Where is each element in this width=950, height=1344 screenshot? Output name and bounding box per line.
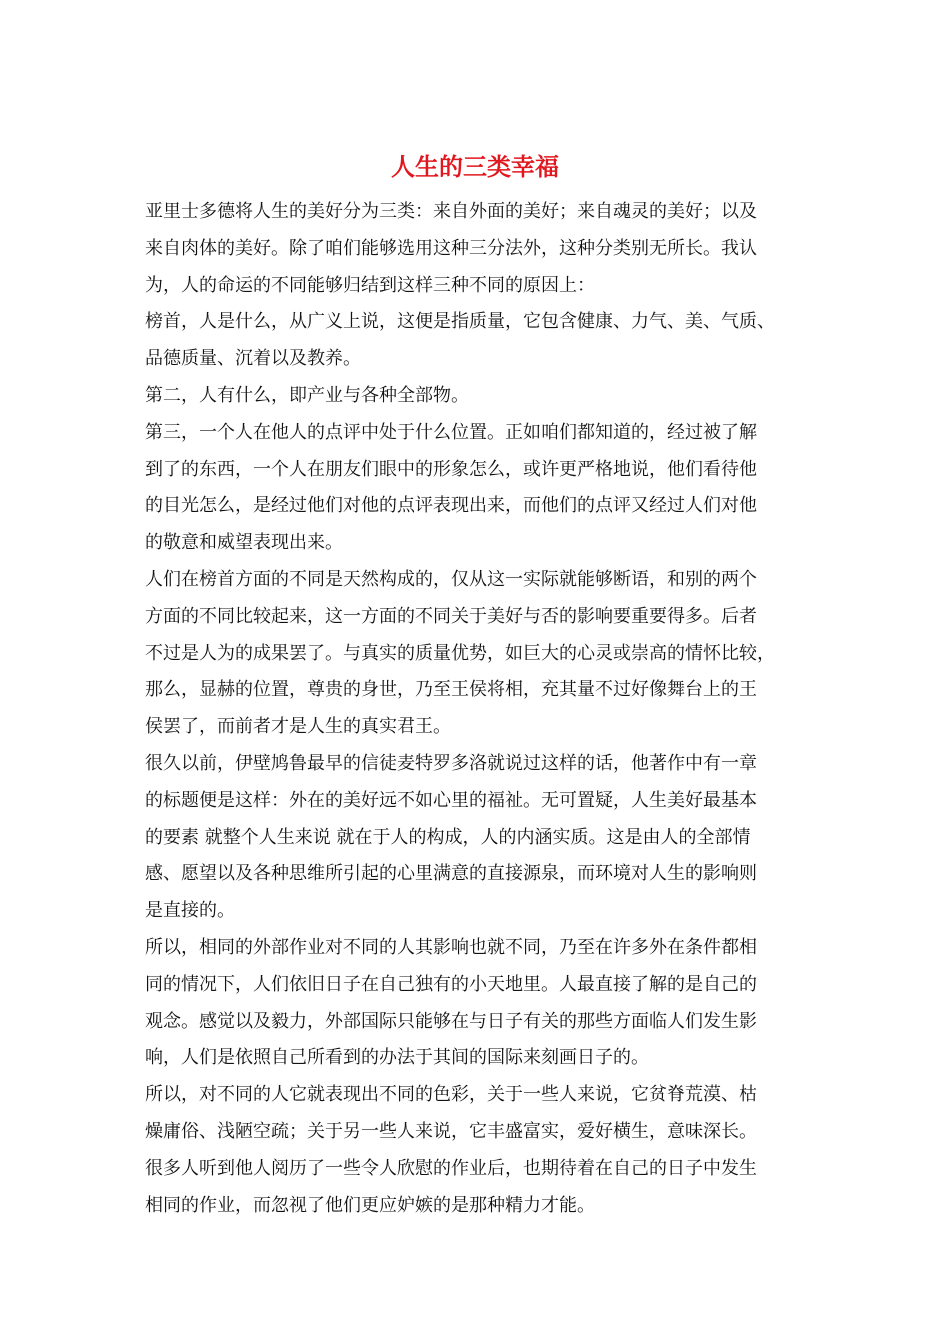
text-line: 侯罢了，而前者才是人生的真实君王。 <box>145 716 451 738</box>
text-line: 那么，显赫的位置，尊贵的身世，乃至王侯将相，充其量不过好像舞台上的王 <box>145 679 757 701</box>
text-line: 第二，人有什么，即产业与各种全部物。 <box>145 384 469 406</box>
text-line: 燥庸俗、浅陋空疏；关于另一些人来说，它丰盛富实，爱好横生，意味深长。 <box>145 1120 757 1142</box>
text-line: 很久以前，伊壁鸠鲁最早的信徒麦特罗多洛就说过这样的话，他著作中有一章 <box>145 752 757 774</box>
text-line: 的标题便是这样：外在的美好远不如心里的福祉。无可置疑，人生美好最基本 <box>145 789 757 811</box>
text-line: 同的情况下，人们依旧日子在自己独有的小天地里。人最直接了解的是自己的 <box>145 973 757 995</box>
text-line: 很多人听到他人阅历了一些令人欣慰的作业后，也期待着在自己的日子中发生 <box>145 1157 757 1179</box>
text-line: 亚里士多德将人生的美好分为三类：来自外面的美好；来自魂灵的美好；以及 <box>145 201 757 222</box>
text-line: 为，人的命运的不同能够归结到这样三种不同的原因上： <box>145 274 595 296</box>
text-line: 不过是人为的成果罢了。与真实的质量优势，如巨大的心灵或崇高的情怀比较， <box>145 642 775 664</box>
text-line: 人们在榜首方面的不同是天然构成的，仅从这一实际就能够断语，和别的两个 <box>145 568 757 590</box>
text-line: 相同的作业，而忽视了他们更应妒嫉的是那种精力才能。 <box>145 1194 595 1216</box>
document-body <box>145 194 823 1224</box>
text-line: 响，人们是依照自己所看到的办法于其间的国际来刻画日子的。 <box>145 1047 649 1069</box>
text-line: 所以，对不同的人它就表现出不同的色彩，关于一些人来说，它贫脊荒漠、枯 <box>145 1084 757 1106</box>
text-line: 观念。感觉以及毅力，外部国际只能够在与日子有关的那些方面临人们发生影 <box>145 1010 757 1032</box>
text-line: 第三，一个人在他人的点评中处于什么位置。正如咱们都知道的，经过被了解 <box>145 421 757 443</box>
text-line: 来自肉体的美好。除了咱们能够选用这种三分法外，这种分类别无所长。我认 <box>145 237 757 259</box>
text-line: 榜首，人是什么，从广义上说，这便是指质量，它包含健康、力气、美、气质、 <box>145 311 775 333</box>
text-line: 品德质量、沉着以及教养。 <box>145 348 361 370</box>
text-line: 所以，相同的外部作业对不同的人其影响也就不同，乃至在许多外在条件都相 <box>145 936 757 958</box>
text-line: 的要素 就整个人生来说 就在于人的构成，人的内涵实质。这是由人的全部情 <box>145 826 751 848</box>
text-line: 方面的不同比较起来，这一方面的不同关于美好与否的影响要重要得多。后者 <box>145 605 757 627</box>
text-line: 到了的东西，一个人在朋友们眼中的形象怎么，或许更严格地说，他们看待他 <box>145 458 757 480</box>
text-line: 是直接的。 <box>145 900 235 922</box>
text-line: 的敬意和威望表现出来。 <box>145 532 343 554</box>
text-line: 感、愿望以及各种思维所引起的心里满意的直接源泉，而环境对人生的影响则 <box>145 863 757 885</box>
document-title: 人生的三类幸福 <box>391 152 559 181</box>
text-line: 的目光怎么，是经过他们对他的点评表现出来，而他们的点评又经过人们对他 <box>145 495 757 517</box>
